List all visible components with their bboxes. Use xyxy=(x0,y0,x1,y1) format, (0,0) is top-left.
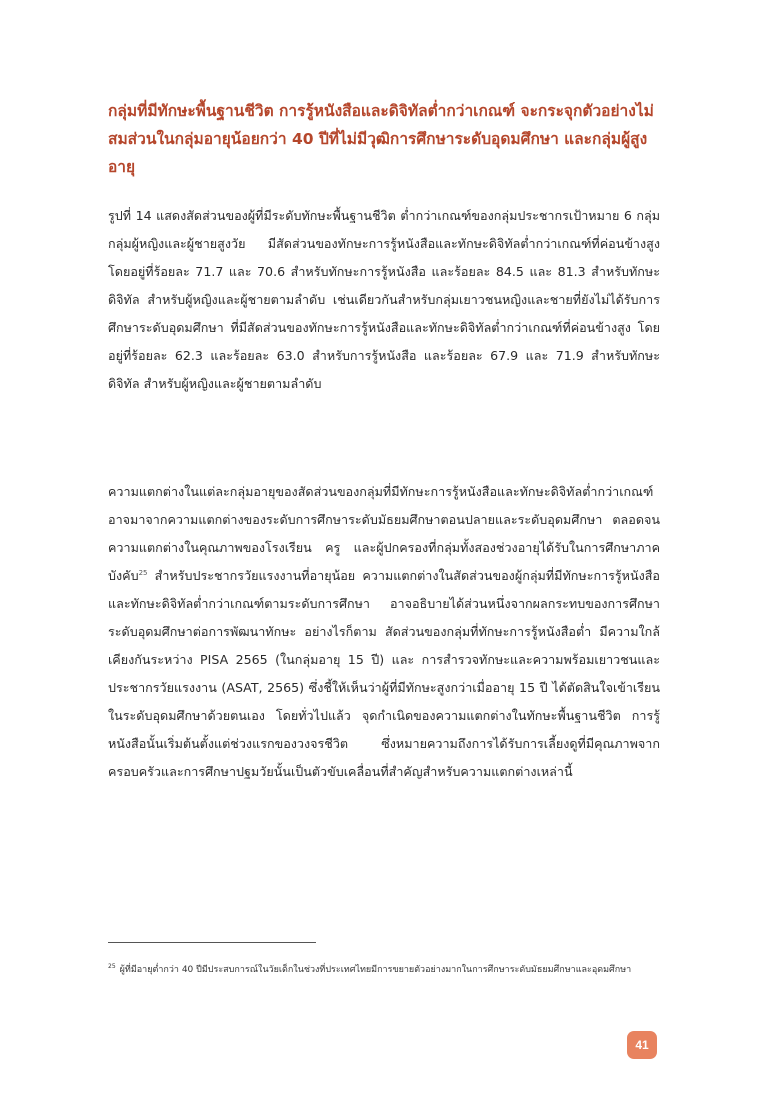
footnote-text: ผู้ที่มีอายุต่ำกว่า 40 ปีมีประสบการณ์ในวัยเด็กในช่วงที่ประเทศไทยมีการขยายตัวอย่างมากในการศึกษาระดับมัธยมศึกษาและอุดมศึกษา xyxy=(119,965,632,975)
page-number-badge: 41 xyxy=(627,1031,657,1059)
footnote-reference: 25 xyxy=(138,568,148,577)
section-heading: กลุ่มที่มีทักษะพื้นฐานชีวิต การรู้หนังสือและดิจิทัลต่ำกว่าเกณฑ์ จะกระจุกตัวอย่างไม่สมส่วนในกลุ่มอายุน้อยกว่า 40 ปีที่ไม่มีวุฒิการศึกษาระดับอุดมศึกษา และกลุ่มผู้สูงอายุ xyxy=(108,102,654,176)
body-paragraph-1: รูปที่ 14 แสดงสัดส่วนของผู้ที่มีระดับทักษะพื้นฐานชีวิต ต่ำกว่าเกณฑ์ของกลุ่มประชากรเป้าหมาย 6 กลุ่ม กลุ่มผู้หญิงและผู้ชายสูงวัย มีสัดส่วนของทักษะการรู้หนังสือและทักษะดิจิทัลต่ำกว่าเกณฑ์ที่ค่อนข้างสูง โดยอยู่ที่ร้อยละ 71.7 และ 70.6 สำหรับทักษะการรู้หนังสือ และร้อยละ 84.5 และ 81.3 สำหรับทักษะดิจิทัล สำหรับผู้หญิงและผู้ชายตามลำดับ เช่นเดียวกันสำหรับกลุ่มเยาวชนหญิงและชายที่ยังไม่ได้รับการศึกษาระดับอุดมศึกษา ที่มีสัดส่วนของทักษะการรู้หนังสือและทักษะดิจิทัลต่ำกว่าเกณฑ์ที่ค่อนข้างสูง โดยอยู่ที่ร้อยละ 62.3 และร้อยละ 63.0 สำหรับการรู้หนังสือ และร้อยละ 67.9 และ 71.9 สำหรับทักษะดิจิทัล สำหรับผู้หญิงและผู้ชายตามลำดับ xyxy=(108,208,660,391)
footnote-divider xyxy=(108,942,316,943)
body-paragraph-2 xyxy=(108,478,660,786)
paragraph-2-text-part-2: สำหรับประชากรวัยแรงงานที่อายุน้อย ความแตกต่างในสัดส่วนของผู้กลุ่มที่มีทักษะการรู้หนังสือและทักษะดิจิทัลต่ำกว่าเกณฑ์ตามระดับการศึกษา อาจอธิบายได้ส่วนหนึ่งจากผลกระทบของการศึกษาระดับอุดมศึกษาต่อการพัฒนาทักษะ อย่างไรก็ตาม สัดส่วนของกลุ่มที่ทักษะการรู้หนังสือต่ำ มีความใกล้เคียงกันระหว่าง PISA 2565 (ในกลุ่มอายุ 15 ปี) และ การสำรวจทักษะและความพร้อมเยาวชนและประชากรวัยแรงงาน (ASAT, 2565) ซึ่งชี้ให้เห็นว่าผู้ที่มีทักษะสูงกว่าเมื่ออายุ 15 ปี ได้ตัดสินใจเข้าเรียนในระดับอุดมศึกษาด้วยตนเอง โดยทั่วไปแล้ว จุดกำเนิดของความแตกต่างในทักษะพื้นฐานชีวิต การรู้หนังสือนั้นเริ่มต้นตั้งแต่ช่วงแรกของวงจรชีวิต ซึ่งหมายความถึงการได้รับการเลี้ยงดูที่มีคุณภาพจากครอบครัวและการศึกษาปฐมวัยนั้นเป็นตัวขับเคลื่อนที่สำคัญสำหรับความแตกต่างเหล่านี้ xyxy=(108,568,660,779)
footnote-number: 25 xyxy=(108,963,116,970)
paragraph-2-text-part-1: ความแตกต่างในแต่ละกลุ่มอายุของสัดส่วนของกลุ่มที่มีทักษะการรู้หนังสือและทักษะดิจิทัลต่ำกว่าเกณฑ์ อาจมาจากความแตกต่างของระดับการศึกษาระดับมัธยมศึกษาตอนปลายและระดับอุดมศึกษา ตลอดจนความแตกต่างในคุณภาพของโรงเรียน ครู และผู้ปกครองที่กลุ่มทั้งสองช่วงอายุได้รับในการศึกษาภาคบังคับ xyxy=(108,484,660,583)
footnote xyxy=(108,960,660,980)
